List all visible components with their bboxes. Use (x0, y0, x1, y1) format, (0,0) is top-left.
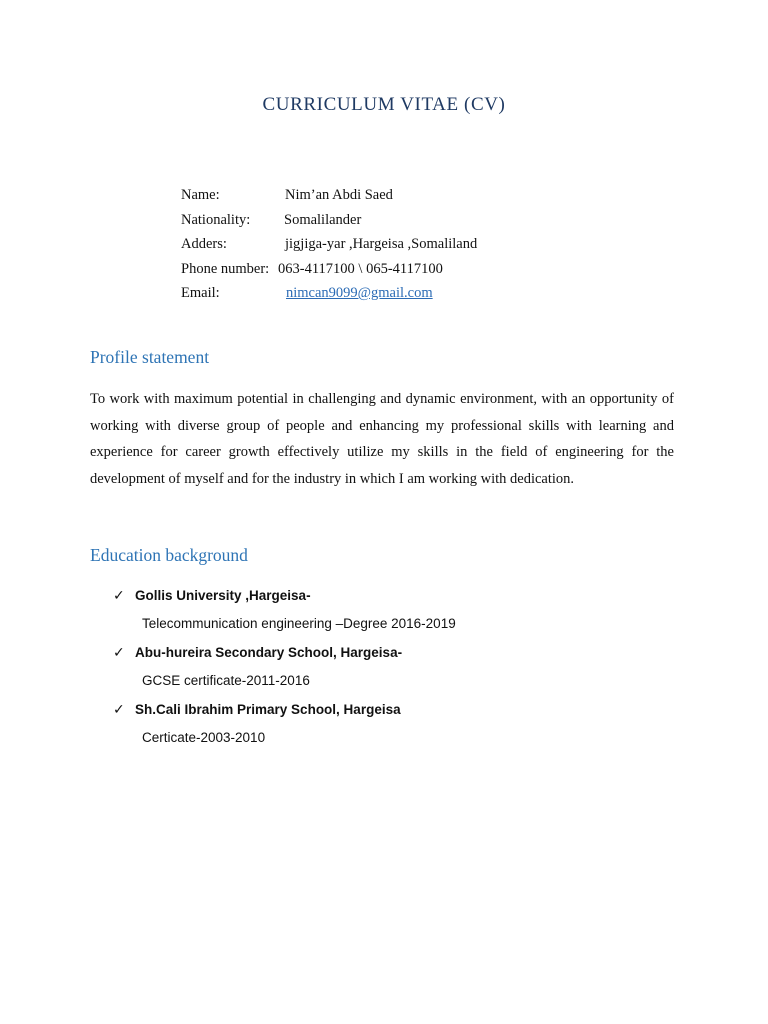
phone-label: Phone number: (181, 260, 270, 277)
nationality-label: Nationality: (181, 211, 251, 228)
institution-name: Abu-hureira Secondary School, Hargeisa- (135, 645, 403, 660)
education-detail: Certicate-2003-2010 (142, 729, 266, 745)
education-detail: Telecommunication engineering –Degree 2016-2019 (142, 615, 456, 631)
phone-value: 063-4117100 \ 065-4117100 (278, 260, 443, 277)
document-title: CURRICULUM VITAE (CV) (262, 94, 506, 115)
profile-heading: Profile statement (90, 347, 210, 367)
institution-name: Sh.Cali Ibrahim Primary School, Hargeisa (135, 702, 401, 717)
education-item (113, 640, 456, 697)
address-label: Adders: (181, 236, 227, 252)
email-label: Email: (181, 285, 220, 301)
education-item (113, 583, 456, 640)
nationality-value: Somalilander (284, 211, 362, 228)
name-label: Name: (181, 187, 220, 203)
education-heading: Education background (90, 545, 248, 565)
profile-text: To work with maximum potential in challenging and dynamic environment, with an opportunity of working with diverse group of people and enhancing my professional skills with learning and experience for career growth effectively utilize my skills in the field of engineering for the development of myself and for the industry in which I am working with dedication. (90, 391, 674, 488)
name-value: Nim’an Abdi Saed (285, 187, 393, 203)
checkmark-icon: ✓ (113, 587, 125, 603)
address-value: jigjiga-yar ,Hargeisa ,Somaliland (285, 236, 478, 252)
checkmark-icon: ✓ (113, 701, 125, 717)
education-detail: GCSE certificate-2011-2016 (142, 672, 310, 688)
institution-name: Gollis University ,Hargeisa- (135, 588, 311, 603)
education-list (113, 583, 456, 754)
email-link[interactable]: nimcan9099@gmail.com (286, 285, 433, 301)
education-item (113, 697, 456, 754)
checkmark-icon: ✓ (113, 644, 125, 660)
